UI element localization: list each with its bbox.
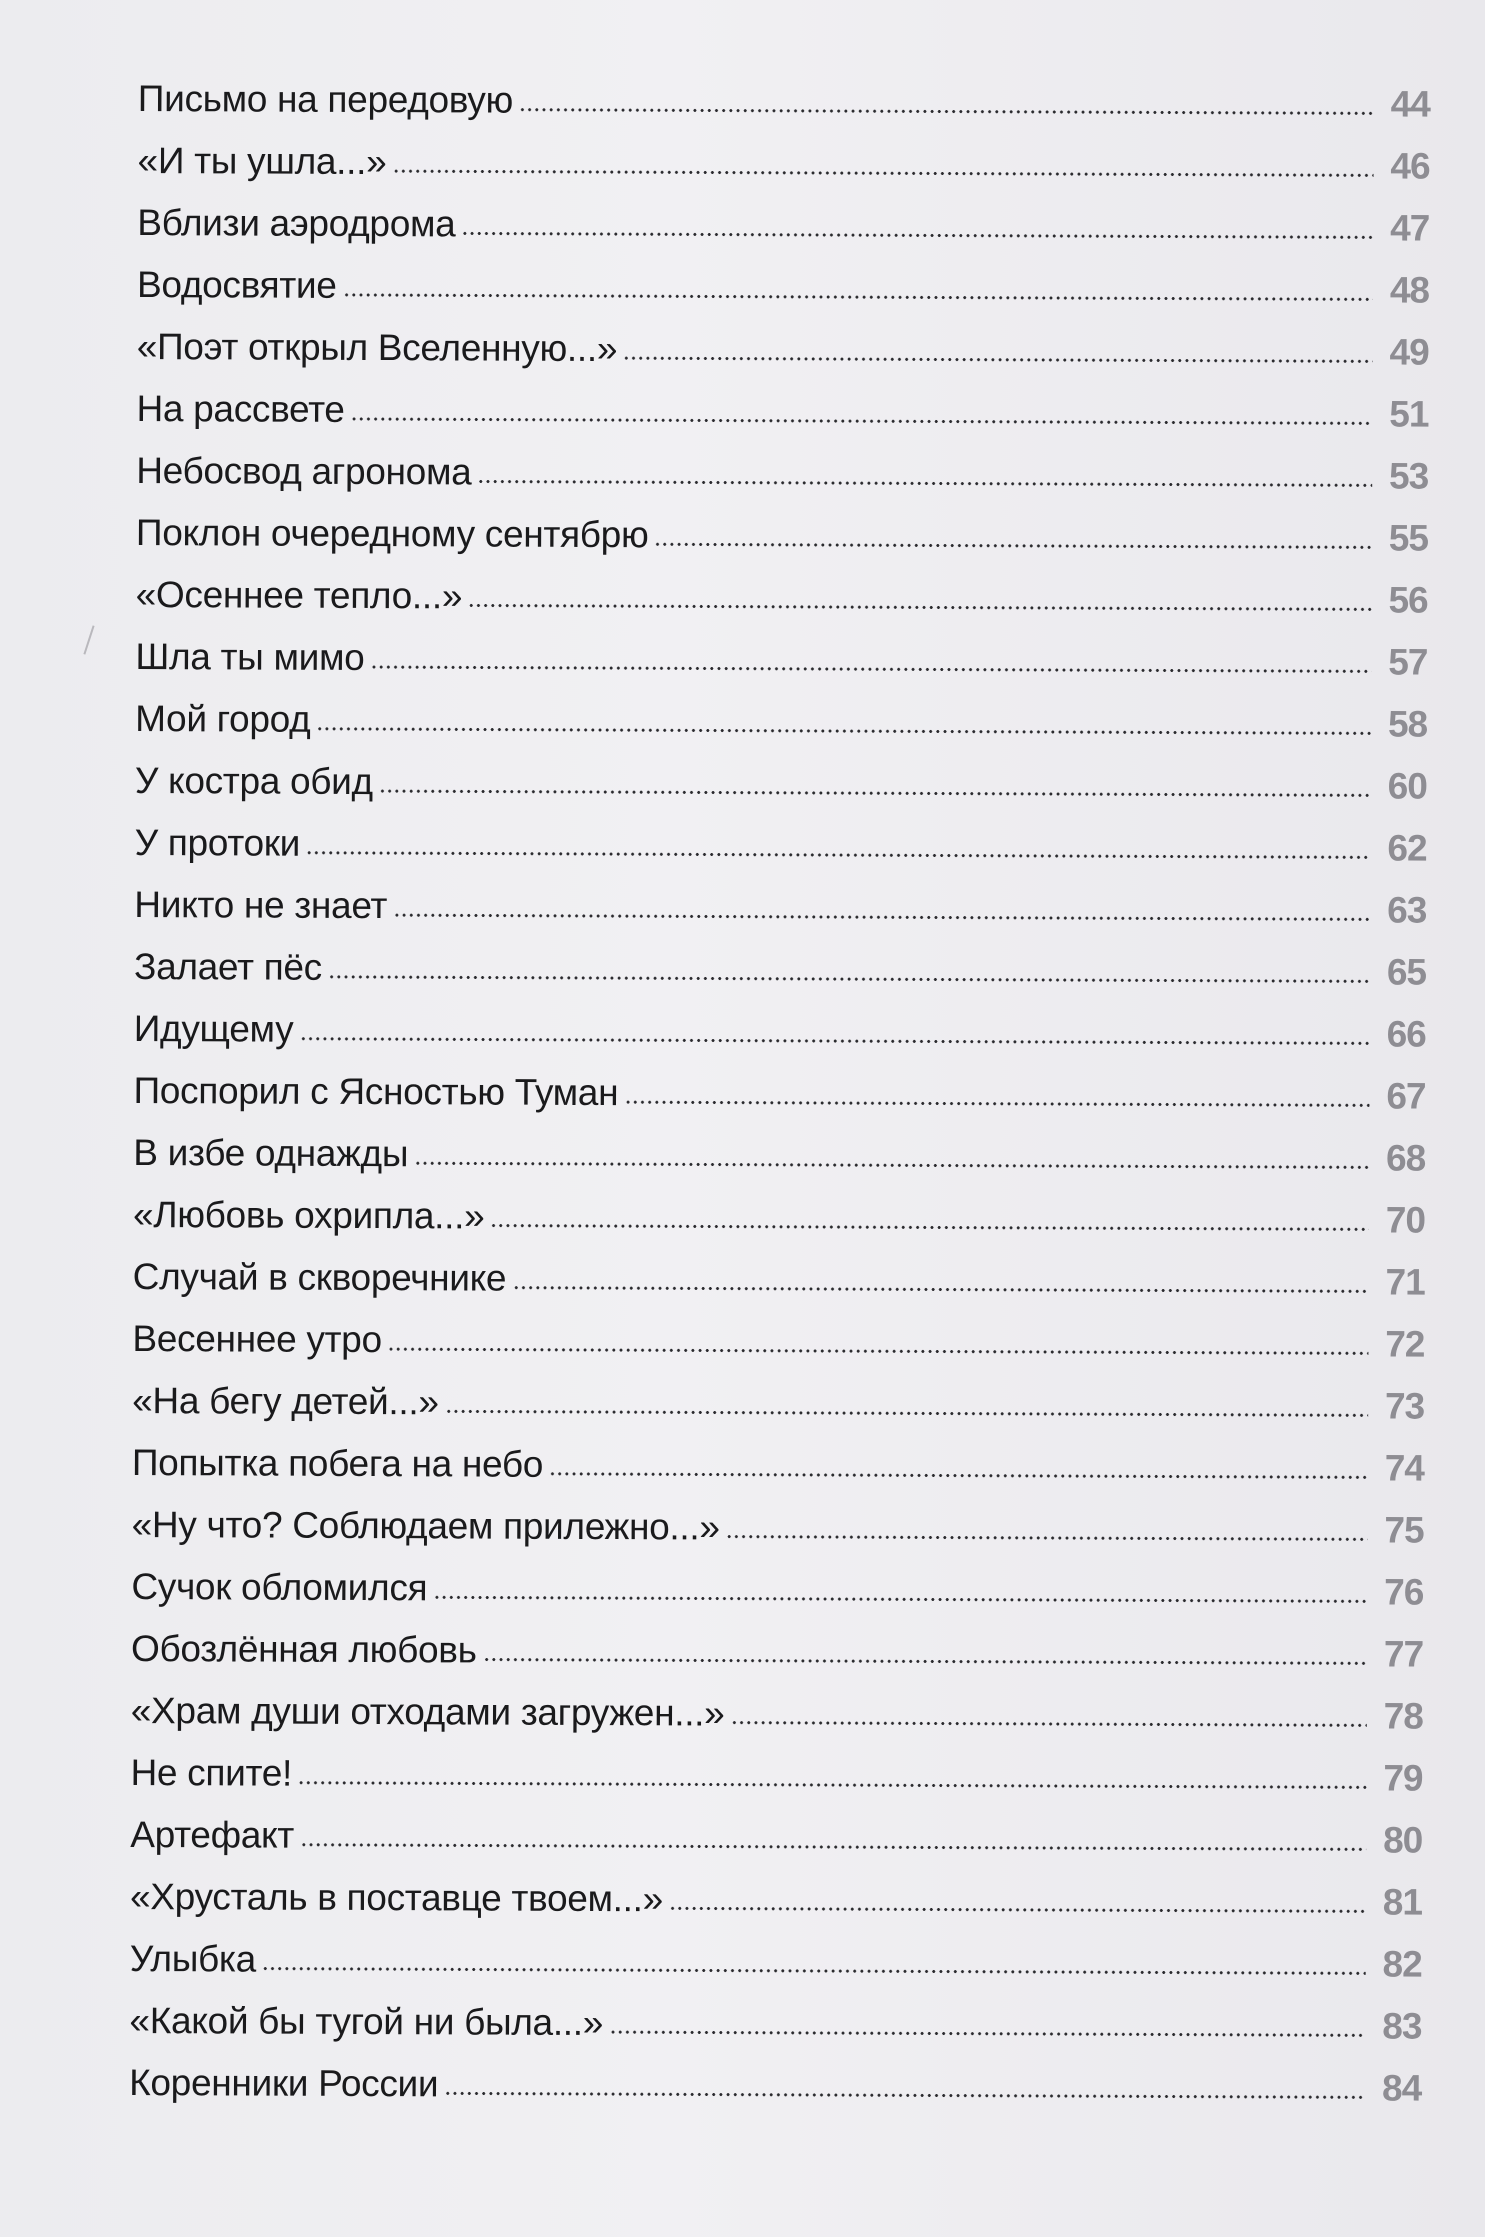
toc-entry-page-number: 78 xyxy=(1383,1695,1423,1737)
toc-entry-page-number: 77 xyxy=(1383,1633,1424,1675)
dot-leader xyxy=(477,479,1372,487)
dot-leader xyxy=(328,975,1370,984)
toc-entry-title: На рассвете xyxy=(136,387,345,430)
toc-entry xyxy=(130,1804,1422,1872)
dot-leader xyxy=(483,1658,1367,1666)
toc-entry-title: Весеннее утро xyxy=(132,1317,382,1361)
toc-entry-page-number: 67 xyxy=(1386,1075,1426,1117)
toc-entry xyxy=(134,812,1426,880)
dot-leader xyxy=(519,108,1374,116)
toc-entry xyxy=(134,998,1426,1066)
toc-entry-page-number: 53 xyxy=(1388,455,1429,497)
toc-entry xyxy=(130,1742,1422,1810)
dot-leader xyxy=(298,1781,1367,1790)
toc-entry-page-number: 83 xyxy=(1382,2005,1422,2047)
toc-entry-page-number: 66 xyxy=(1386,1013,1426,1055)
toc-entry-title: Сучок обломился xyxy=(131,1565,428,1609)
toc-entry-page-number: 84 xyxy=(1381,2067,1422,2109)
toc-entry-page-number: 80 xyxy=(1383,1819,1423,1861)
toc-entry-page-number: 72 xyxy=(1385,1323,1425,1365)
dot-leader xyxy=(624,1100,1369,1107)
dot-leader xyxy=(549,1472,1368,1480)
toc-entry xyxy=(135,688,1427,756)
toc-entry-title: Мой город xyxy=(135,697,311,740)
toc-entry-title: Не спите! xyxy=(130,1751,293,1794)
toc-entry-page-number: 65 xyxy=(1386,951,1427,993)
dot-leader xyxy=(654,542,1372,549)
dot-leader xyxy=(299,1037,1369,1046)
toc-entry xyxy=(134,936,1426,1004)
toc-entry xyxy=(138,68,1430,136)
toc-entry xyxy=(133,1184,1425,1252)
toc-entry-title: «Храм души отходами загружен...» xyxy=(130,1689,725,1734)
toc-entry-page-number: 49 xyxy=(1389,331,1429,373)
toc-entry-page-number: 73 xyxy=(1384,1385,1425,1427)
dot-leader xyxy=(512,1286,1368,1294)
dot-leader xyxy=(609,2030,1365,2037)
dot-leader xyxy=(262,1967,1366,1976)
dot-leader xyxy=(351,417,1373,425)
dot-leader xyxy=(388,1347,1369,1355)
dot-leader xyxy=(433,1595,1367,1603)
toc-entry-title: «И ты ушла...» xyxy=(137,139,387,183)
toc-entry-title: Шла ты мимо xyxy=(135,635,365,678)
toc-entry xyxy=(137,254,1429,322)
toc-entry xyxy=(132,1494,1424,1562)
toc-entry xyxy=(133,1122,1425,1190)
dot-leader xyxy=(343,293,1373,301)
dot-leader xyxy=(414,1161,1369,1169)
toc-entry-page-number: 47 xyxy=(1390,207,1430,249)
toc-entry-title: Коренники России xyxy=(129,2061,439,2105)
table-of-contents xyxy=(129,68,1430,2120)
toc-entry xyxy=(135,750,1427,818)
dot-leader xyxy=(393,913,1370,921)
toc-entry-title: У протоки xyxy=(134,821,301,864)
dot-leader xyxy=(669,1906,1366,1913)
toc-entry-page-number: 51 xyxy=(1389,393,1429,435)
toc-entry xyxy=(133,1246,1425,1314)
toc-entry-page-number: 76 xyxy=(1384,1571,1424,1613)
toc-entry-page-number: 48 xyxy=(1389,269,1430,311)
toc-entry xyxy=(131,1556,1423,1624)
toc-entry-page-number: 60 xyxy=(1387,765,1427,807)
toc-entry-page-number: 63 xyxy=(1387,889,1427,931)
toc-entry-title: «Любовь охрипла...» xyxy=(132,1193,485,1237)
toc-entry xyxy=(136,564,1428,632)
toc-entry-title: Улыбка xyxy=(129,1937,257,1980)
toc-entry xyxy=(136,440,1428,508)
toc-entry-page-number: 68 xyxy=(1386,1137,1426,1179)
toc-entry-page-number: 62 xyxy=(1387,827,1427,869)
dot-leader xyxy=(730,1721,1366,1728)
toc-entry xyxy=(132,1370,1424,1438)
toc-entry-title: В избе однажды xyxy=(133,1131,409,1175)
toc-entry-title: «Осеннее тепло...» xyxy=(135,573,463,617)
toc-entry-title: Случай в скворечнике xyxy=(132,1255,507,1299)
dot-leader xyxy=(300,1843,1366,1852)
dot-leader xyxy=(468,603,1372,611)
dot-leader xyxy=(306,851,1371,860)
toc-entry-title: Попытка побега на небо xyxy=(131,1441,544,1485)
toc-entry-title: У костра обид xyxy=(134,759,373,803)
toc-entry xyxy=(130,1928,1422,1996)
dot-leader xyxy=(445,1409,1368,1417)
toc-entry-title: Залает пёс xyxy=(133,945,322,988)
toc-entry-title: Поспорил с Ясностью Туман xyxy=(133,1069,619,1114)
toc-entry-title: Идущему xyxy=(133,1007,294,1050)
pencil-mark xyxy=(83,625,94,654)
toc-entry xyxy=(131,1618,1423,1686)
dot-leader xyxy=(490,1224,1369,1232)
toc-entry xyxy=(137,130,1429,198)
toc-entry xyxy=(130,1866,1422,1934)
toc-entry-page-number: 75 xyxy=(1384,1509,1424,1551)
toc-entry-title: «Поэт открыл Вселенную...» xyxy=(136,325,618,370)
toc-entry xyxy=(133,1060,1425,1128)
toc-entry xyxy=(129,2052,1421,2120)
toc-entry-page-number: 82 xyxy=(1382,1943,1422,1985)
toc-entry-page-number: 46 xyxy=(1390,145,1430,187)
toc-entry-title: Вблизи аэродрома xyxy=(137,201,456,245)
toc-entry-page-number: 55 xyxy=(1388,517,1429,559)
toc-entry-page-number: 58 xyxy=(1387,703,1428,745)
toc-entry xyxy=(137,316,1429,384)
toc-entry-page-number: 56 xyxy=(1388,579,1428,621)
toc-entry xyxy=(134,874,1426,942)
toc-entry-title: Обозлённая любовь xyxy=(131,1627,477,1671)
toc-entry xyxy=(129,1990,1421,2058)
dot-leader xyxy=(316,727,1371,736)
toc-entry xyxy=(136,378,1428,446)
dot-leader xyxy=(379,789,1371,797)
toc-entry-page-number: 79 xyxy=(1383,1757,1423,1799)
toc-entry-page-number: 71 xyxy=(1385,1261,1425,1303)
toc-entry-title: Водосвятие xyxy=(136,263,337,306)
toc-entry-title: Небосвод агронома xyxy=(136,449,472,493)
toc-entry-title: Письмо на передовую xyxy=(137,77,514,121)
dot-leader xyxy=(623,356,1373,363)
toc-entry-title: Артефакт xyxy=(130,1813,295,1856)
toc-entry-title: «Какой бы тугой ни была...» xyxy=(129,1999,604,2044)
toc-entry-page-number: 44 xyxy=(1390,83,1430,125)
toc-entry xyxy=(132,1432,1424,1500)
toc-entry-title: «Ну что? Соблюдаем прилежно...» xyxy=(131,1503,720,1548)
toc-entry-title: «Хрусталь в поставце твоем...» xyxy=(129,1875,664,1920)
dot-leader xyxy=(726,1535,1368,1542)
dot-leader xyxy=(370,665,1371,673)
dot-leader xyxy=(444,2091,1365,2099)
toc-entry-page-number: 74 xyxy=(1384,1447,1424,1489)
dot-leader xyxy=(461,231,1373,239)
toc-entry-title: Никто не знает xyxy=(134,883,388,927)
toc-entry-page-number: 70 xyxy=(1385,1199,1426,1241)
toc-entry xyxy=(135,626,1427,694)
toc-entry xyxy=(136,502,1428,570)
toc-entry-title: «На бегу детей...» xyxy=(132,1379,439,1423)
dot-leader xyxy=(392,169,1373,177)
toc-entry xyxy=(137,192,1429,260)
toc-entry xyxy=(131,1680,1423,1748)
toc-entry-page-number: 81 xyxy=(1382,1881,1423,1923)
toc-entry-page-number: 57 xyxy=(1388,641,1428,683)
toc-entry xyxy=(132,1308,1424,1376)
toc-entry-title: Поклон очередному сентябрю xyxy=(135,511,649,556)
